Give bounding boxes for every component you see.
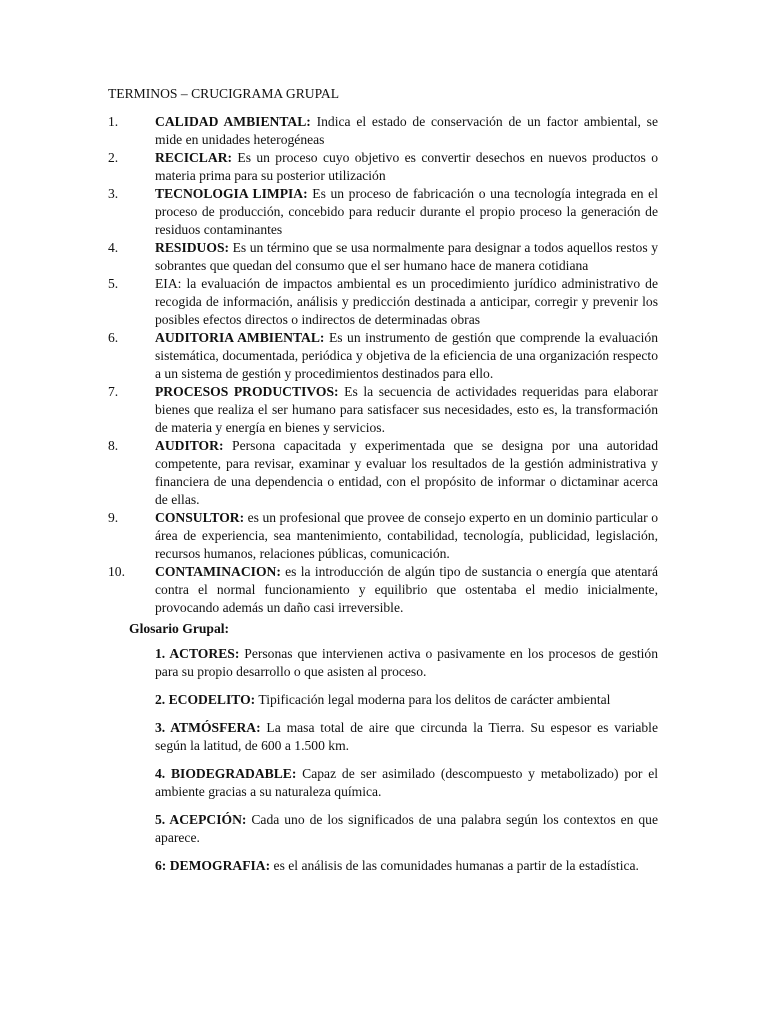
glossary-definition: La masa total de aire que circunda la Tierra. Su espesor es variable según la latitud, de 600 a 1.500 km. bbox=[155, 720, 658, 753]
term-label: PROCESOS PRODUCTIVOS: bbox=[155, 384, 339, 399]
term-definition: es la introducción de algún tipo de sustancia o energía que atentará contra el normal funcionamiento y equilibrio que ostentaba el medio inicialmente, provocando además un daño casi irreversible. bbox=[155, 564, 658, 615]
glossary-definition: Cada uno de los significados de una palabra según los contextos en que aparece. bbox=[155, 812, 658, 845]
glossary-item bbox=[155, 857, 658, 875]
glossary-term: 6: DEMOGRAFIA: bbox=[155, 858, 271, 873]
term-number: 1. bbox=[108, 114, 119, 129]
glossary-definition: Capaz de ser asimilado (descompuesto y metabolizado) por el ambiente gracias a su naturaleza química. bbox=[155, 766, 658, 799]
term-item bbox=[108, 185, 658, 239]
term-definition: Es un proceso cuyo objetivo es convertir desechos en nuevos productos o materia prima para su posterior utilización bbox=[155, 150, 658, 183]
glossary-definition: es el análisis de las comunidades humanas a partir de la estadística. bbox=[270, 858, 639, 873]
term-label: TECNOLOGIA LIMPIA: bbox=[155, 186, 308, 201]
term-item bbox=[108, 329, 658, 383]
term-number: 9. bbox=[108, 510, 119, 525]
term-definition: EIA: la evaluación de impactos ambiental es un procedimiento jurídico administrativo de recogida de información, análisis y predicción destinada a anticipar, corregir y prevenir los posibles efectos directos o indirectos de determinadas obras bbox=[155, 276, 658, 327]
term-label: RESIDUOS: bbox=[155, 240, 230, 255]
term-number: 6. bbox=[108, 330, 119, 345]
term-definition: Es un proceso de fabricación o una tecnología integrada en el proceso de producción, concebido para reducir durante el propio proceso la generación de residuos contaminantes bbox=[155, 186, 658, 237]
glossary-item bbox=[155, 645, 658, 681]
term-item bbox=[108, 149, 658, 185]
document-title: TERMINOS – CRUCIGRAMA GRUPAL bbox=[108, 86, 340, 101]
term-label: CONSULTOR: bbox=[155, 510, 245, 525]
glossary-definition: Tipificación legal moderna para los delitos de carácter ambiental bbox=[255, 692, 611, 707]
term-number: 10. bbox=[108, 564, 125, 579]
glossary-term: 2. ECODELITO: bbox=[155, 692, 256, 707]
term-number: 4. bbox=[108, 240, 119, 255]
glossary-term: 1. ACTORES: bbox=[155, 646, 240, 661]
term-number: 8. bbox=[108, 438, 119, 453]
term-number: 2. bbox=[108, 150, 119, 165]
glossary-heading: Glosario Grupal: bbox=[129, 621, 230, 636]
term-label: CALIDAD AMBIENTAL: bbox=[155, 114, 311, 129]
term-item bbox=[108, 275, 658, 329]
term-item bbox=[108, 383, 658, 437]
term-definition: Indica el estado de conservación de un factor ambiental, se mide en unidades heterogéneas bbox=[155, 114, 658, 147]
glossary-term: 4. BIODEGRADABLE: bbox=[155, 766, 297, 781]
glossary-item bbox=[155, 811, 658, 847]
glossary-term: 3. ATMÓSFERA: bbox=[155, 720, 261, 735]
glossary-definition: Personas que intervienen activa o pasivamente en los procesos de gestión para su propio desarrollo o que asisten al proceso. bbox=[155, 646, 659, 679]
term-item bbox=[108, 239, 658, 275]
term-label: RECICLAR: bbox=[155, 150, 233, 165]
glossary-list bbox=[155, 645, 658, 885]
terms-list bbox=[108, 113, 658, 617]
term-item bbox=[108, 509, 658, 563]
term-item bbox=[108, 113, 658, 149]
term-definition: Persona capacitada y experimentada que se designa por una autoridad competente, para revisar, examinar y evaluar los resultados de la gestión administrativa y financiera de una dependencia o entidad, con el propósito de informar o dictaminar acerca de ellas. bbox=[155, 438, 658, 507]
term-label: AUDITORIA AMBIENTAL: bbox=[155, 330, 325, 345]
term-definition: Es un término que se usa normalmente para designar a todos aquellos restos y sobrantes que quedan del consumo que el ser humano hace de manera cotidiana bbox=[155, 240, 658, 273]
term-definition: Es un instrumento de gestión que comprende la evaluación sistemática, documentada, periódica y objetiva de la eficiencia de una organización respecto a un sistema de gestión y procedimientos destinados para ello. bbox=[155, 330, 658, 381]
glossary-item bbox=[155, 765, 658, 801]
term-label: CONTAMINACION: bbox=[155, 564, 281, 579]
term-number: 3. bbox=[108, 186, 119, 201]
term-item bbox=[108, 563, 658, 617]
term-label: AUDITOR: bbox=[155, 438, 224, 453]
term-number: 7. bbox=[108, 384, 119, 399]
glossary-term: 5. ACEPCIÓN: bbox=[155, 812, 247, 827]
term-number: 5. bbox=[108, 276, 119, 291]
glossary-item bbox=[155, 691, 658, 709]
term-definition: Es la secuencia de actividades requeridas para elaborar bienes que realiza el ser humano para satisfacer sus necesidades, esto es, la transformación de materia y energía en bienes y servicios. bbox=[155, 384, 658, 435]
term-definition: es un profesional que provee de consejo experto en un dominio particular o área de experiencia, sea mantenimiento, contabilidad, tecnología, publicidad, legislación, recursos humanos, relaciones públicas, comunicación. bbox=[155, 510, 658, 561]
term-item bbox=[108, 437, 658, 509]
glossary-item bbox=[155, 719, 658, 755]
